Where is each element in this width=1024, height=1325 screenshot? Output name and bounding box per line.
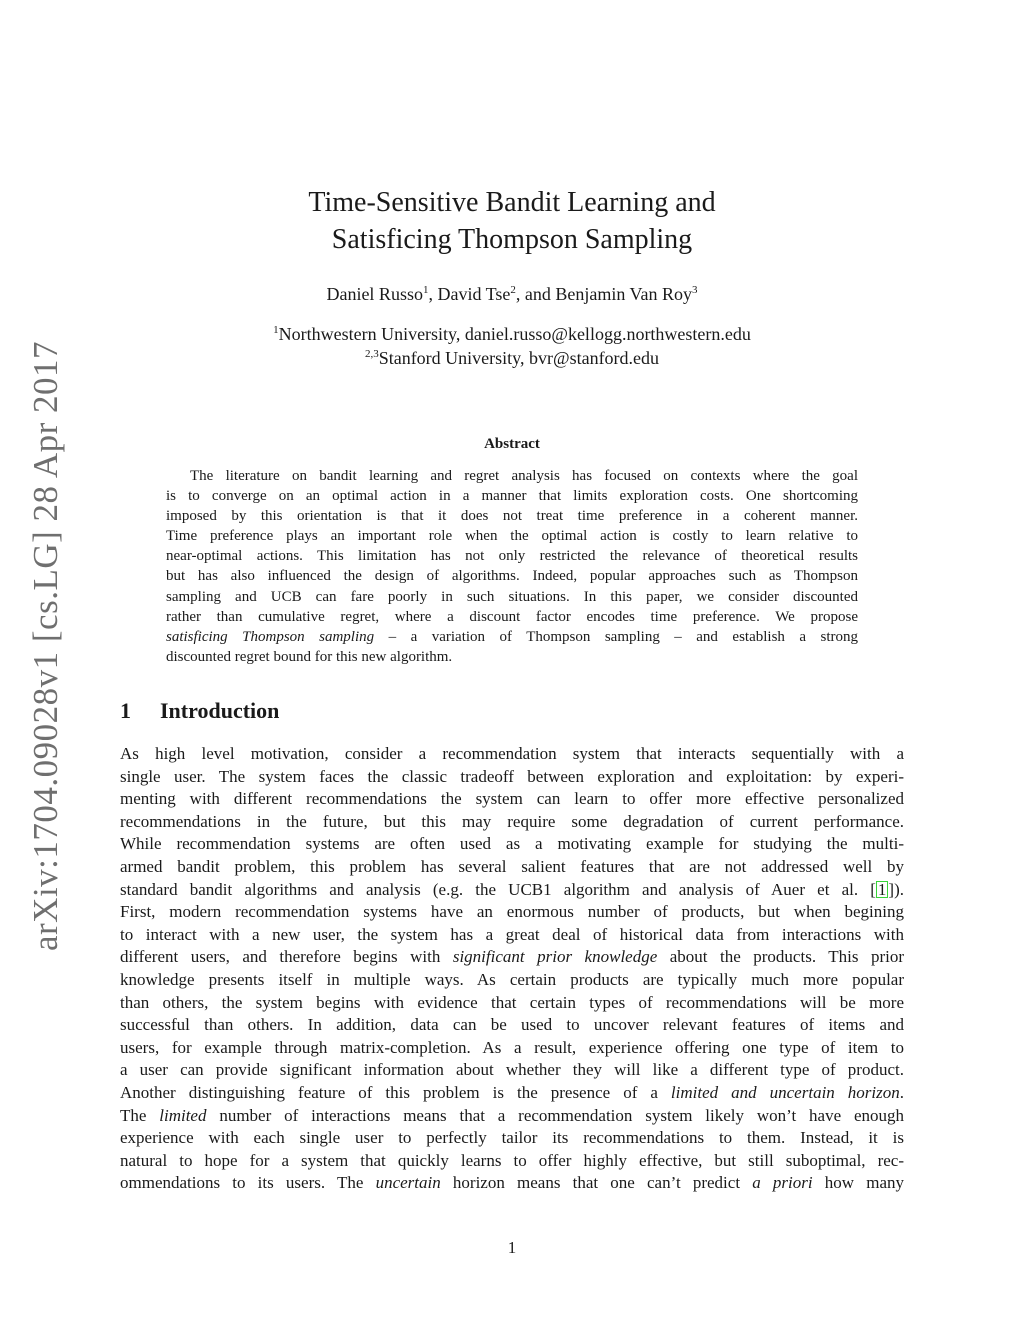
body-line: armed bandit problem, this problem has several salient features that are not addressed well by [120, 856, 904, 876]
body-text: about the products. This prior [657, 947, 905, 967]
body-line: As high level motivation, consider a recommendation system that interacts sequentially with a [120, 744, 904, 763]
abstract-line: but has also influenced the design of algorithms. Indeed, popular approaches such as Thompson [166, 568, 858, 585]
title-line-1: Time-Sensitive Bandit Learning and [308, 187, 716, 218]
body-line [120, 1105, 904, 1128]
body-line [120, 879, 904, 902]
body-text: . [899, 1082, 905, 1102]
abstract-heading: Abstract [484, 436, 540, 452]
body-text: ommendations to its users. The [120, 1173, 376, 1193]
abstract-line: near-optimal actions. This limitation has not only restricted the relevance of theoretical results [166, 548, 858, 565]
body-text: Another distinguishing feature of this problem is the presence of a [120, 1082, 671, 1102]
author-affil-mark: 2 [510, 284, 516, 296]
page-number: 1 [507, 1238, 517, 1257]
body-line [120, 1172, 904, 1195]
abstract-line: imposed by this orientation is that it does not treat time preference in a coherent manner. [166, 508, 858, 525]
abstract-line: discounted regret bound for this new algorithm. [166, 648, 453, 665]
abstract-text: – a variation of Thompson sampling – and establish a strong [374, 628, 859, 645]
citation-ref[interactable]: 1 [877, 879, 887, 899]
body-line [120, 946, 904, 969]
body-text: The [120, 1105, 160, 1125]
section-title: Introduction [160, 698, 280, 723]
arxiv-id: arXiv:1704.09028v1 [cs.LG] 28 Apr 2017 [26, 340, 66, 951]
body-line: knowledge presents itself in multiple ways. As certain products are typically much more popular [120, 969, 904, 989]
body-emphasis: limited and uncertain horizon [670, 1082, 900, 1102]
title-line-2: Satisficing Thompson Sampling [331, 224, 693, 255]
body-line: menting with different recommendations the system can learn to offer more effective personalized [120, 789, 904, 809]
body-text: different users, and therefore begins with [120, 947, 453, 967]
abstract-line: sampling and UCB can fare poorly in such situations. In this paper, we consider discounted [166, 588, 858, 605]
body-line: While recommendation systems are often used as a motivating example for studying the multi- [120, 834, 904, 854]
body-emphasis: significant prior knowledge [452, 947, 658, 967]
abstract-body [166, 466, 858, 667]
affiliation-mark: 2,3 [364, 348, 379, 360]
body-emphasis: a priori [752, 1173, 813, 1193]
author-list [190, 282, 834, 306]
body-line: First, modern recommendation systems have an enormous number of products, but when begining [120, 902, 904, 922]
abstract-line: rather than cumulative regret, where a discount factor encodes time preference. We propose [166, 608, 858, 625]
body-text: how many [812, 1173, 904, 1193]
body-line: users, for example through matrix-completion. As a result, experience offering one type of item to [120, 1037, 904, 1057]
abstract-line: Time preference plays an important role when the optimal action is costly to learn relative to [166, 528, 858, 545]
affiliation-text: Northwestern University, daniel.russo@kellogg.northwestern.edu [278, 324, 751, 344]
intro-body [120, 743, 904, 1195]
body-line: recommendations in the future, but this may require some degradation of current performance. [120, 811, 904, 831]
body-emphasis: uncertain [375, 1173, 441, 1193]
author-name: Benjamin Van Roy [555, 284, 693, 304]
author-separator: , and [515, 284, 556, 304]
body-line: experience with each single user to perfectly tailor its recommendations to them. Instead, it is [120, 1128, 904, 1148]
affiliations [190, 322, 834, 370]
affiliation-mark: 1 [273, 324, 279, 336]
body-text: ]). [888, 879, 904, 899]
abstract-line [166, 627, 858, 647]
section-number: 1 [120, 698, 131, 723]
author-affil-mark: 3 [692, 284, 698, 296]
body-text: number of interactions means that a recommendation system likely won’t have enough [206, 1105, 904, 1125]
body-line: than others, the system begins with evidence that certain types of recommendations will be more [120, 992, 904, 1012]
citation-link[interactable] [876, 880, 889, 899]
body-line [120, 1082, 904, 1105]
body-line: natural to hope for a system that quickly learns to offer highly effective, but still suboptimal, rec- [120, 1150, 904, 1170]
abstract-emphasis: satisficing Thompson sampling [166, 628, 375, 645]
author-name: Daniel Russo [326, 284, 423, 304]
affiliation [190, 322, 834, 346]
paper-title [190, 184, 834, 258]
body-line: a user can provide significant information about whether they will like a different type of product. [120, 1060, 904, 1080]
body-line: successful than others. In addition, data can be used to uncover relevant features of items and [120, 1015, 904, 1035]
body-text: horizon means that one can’t predict [440, 1173, 753, 1193]
author-affil-mark: 1 [422, 284, 429, 296]
abstract-line: is to converge on an optimal action in a manner that limits exploration costs. One shortcoming [166, 488, 858, 505]
affiliation-text: Stanford University, bvr@stanford.edu [378, 348, 660, 368]
body-line: single user. The system faces the classic tradeoff between exploration and exploitation: by experi- [120, 766, 904, 786]
body-emphasis: limited [159, 1105, 207, 1125]
author-name: David Tse [437, 284, 511, 304]
affiliation [190, 346, 834, 370]
body-text: standard bandit algorithms and analysis (e.g. the UCB1 algorithm and analysis of Auer et al. [ [120, 879, 876, 899]
body-line: to interact with a new user, the system has a great deal of historical data from interactions with [120, 924, 904, 944]
arxiv-watermark [20, 340, 72, 951]
author-separator: , [428, 284, 438, 304]
section-heading [120, 698, 279, 724]
abstract-line: The literature on bandit learning and regret analysis has focused on contexts where the goal [190, 468, 858, 484]
